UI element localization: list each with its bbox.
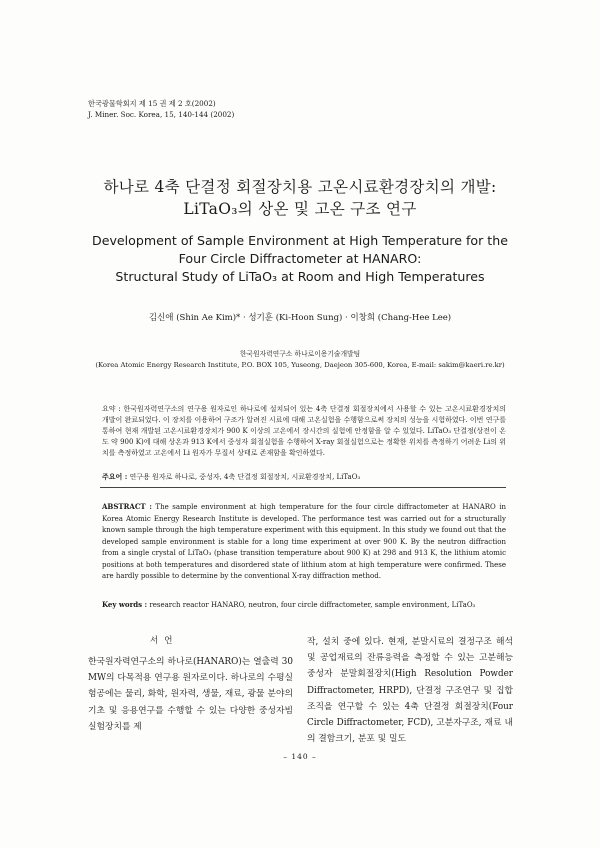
english-keywords-label: Key words :: [102, 600, 148, 609]
english-title-line-1: Development of Sample Environment at High Temperature for the: [92, 233, 508, 248]
korean-abstract: [102, 404, 506, 459]
affiliation-english: (Korea Atomic Energy Research Institute, P.O. BOX 105, Yuseong, Daejeon 305-600, Korea, E-mail: sakim@kaeri.re.kr): [95, 361, 505, 369]
journal-citation-korean: 한국광물학회지 제 15 권 제 2 호(2002): [88, 99, 216, 108]
journal-citation-english: J. Miner. Soc. Korea, 15, 140-144 (2002): [88, 109, 235, 119]
section-heading-introduction: 서언: [150, 636, 179, 646]
page-number: [0, 752, 600, 761]
affiliation-korean: 한국원자력연구소 하나로이용기술개발팀: [239, 350, 361, 358]
english-keywords-text: research reactor HANARO, neutron, four circle diffractometer, sample environment, LiTaO₃: [149, 601, 476, 609]
korean-keywords-label: 주요어 :: [102, 472, 128, 481]
korean-abstract-text: 한국원자력연구소의 연구용 원자로인 하나로에 설치되어 있는 4축 단결정 회절장치에서 사용할 수 있는 고온시료환경장치의 개발이 완료되었다. 이 장치를 이용하여 구조가 알려진 시료에 대해 고온실험을 수행함으로써 장치의 성능을 시험하였다. 이번 연구를 통하여 현재 개발된 고온시료환경장치가 900 K 이상의 고온에서 장시간의 실험에 안정함을 알 수 있었다. LiTaO₃ 단결정(상전이 온도 약 900 K)에 대해 상온과 913 K에서 중성자 회절실험을 수행하여 X-ray 회절실험으로는 정확한 위치를 측정하기 어려운 Li의 위치를 측정하였고 고온에서 Li 원자가 무질서 상태로 존재함을 확인하였다.: [102, 405, 506, 458]
english-title-line-3: Structural Study of LiTaO₃ at Room and High Temperatures: [115, 269, 485, 284]
affiliation: [0, 349, 600, 371]
english-title-line-2: Four Circle Diffractometer at HANARO:: [178, 251, 422, 266]
body-column-right: 작, 설치 중에 있다. 현재, 분말시료의 결정구조 해석 및 공업재료의 잔류응력을 측정할 수 있는 고분해능 중성자 분말회절장치(High Resolution Powder Diffractometer, HRPD), 단결정 구조연구 및 집합조직을 연구할 수 있는 4축 단결정 회절장치(Four Circle Diffractometer, FCD), 고분자구조, 재료 내의 결함크기, 분포 및 밀도: [307, 637, 513, 745]
page-number-text: – 140 –: [283, 752, 317, 761]
korean-title: [0, 176, 600, 220]
korean-title-line-2: LiTaO₃의 상온 및 고온 구조 연구: [183, 200, 417, 218]
abstract-divider: [100, 487, 506, 488]
english-abstract-label: ABSTRACT :: [102, 502, 152, 511]
korean-keywords: [102, 471, 506, 483]
author-list: 김신애 (Shin Ae Kim)* · 성기훈 (Ki-Hoon Sung) · 이창희 (Chang-Hee Lee): [148, 313, 452, 323]
korean-abstract-label: 요약 :: [102, 405, 121, 413]
english-title: [0, 232, 600, 286]
body-column-left: 한국원자력연구소의 하나로(HANARO)는 열출력 30 MW의 다목적용 연구용 원자로이다. 하나로의 수평실험공에는 물리, 화학, 원자력, 생물, 재료, 광물 분야의 기초 및 응용연구를 수행할 수 있는 다양한 중성자빔 실험장치를 제: [88, 657, 293, 732]
korean-keywords-text: 연구용 원자로 하나로, 중성자, 4축 단결정 회절장치, 시료환경장치, LiTaO₃: [129, 473, 361, 481]
english-abstract: [102, 501, 506, 583]
english-keywords: [102, 599, 506, 611]
english-abstract-text: The sample environment at high temperature for the four circle diffractometer at HANARO in Korea Atomic Energy Research Institute is developed. The performance test was carried out for a structurally known sample through the high temperature experiment with this equipment. In this study we found out that the developed sample environment is stable for a long time experiment at over 900 K. By the neutron diffraction from a single crystal of LiTaO₃ (phase transition temperature about 900 K) at 298 and 913 K, the lithium atomic positions at both temperatures and disordered state of lithium atom at high temperature were confirmed. These are hardly possible to determine by the conventional X-ray diffraction method.: [102, 503, 506, 580]
korean-title-line-1: 하나로 4축 단결정 회절장치용 고온시료환경장치의 개발:: [103, 178, 497, 196]
journal-header: [88, 99, 234, 120]
